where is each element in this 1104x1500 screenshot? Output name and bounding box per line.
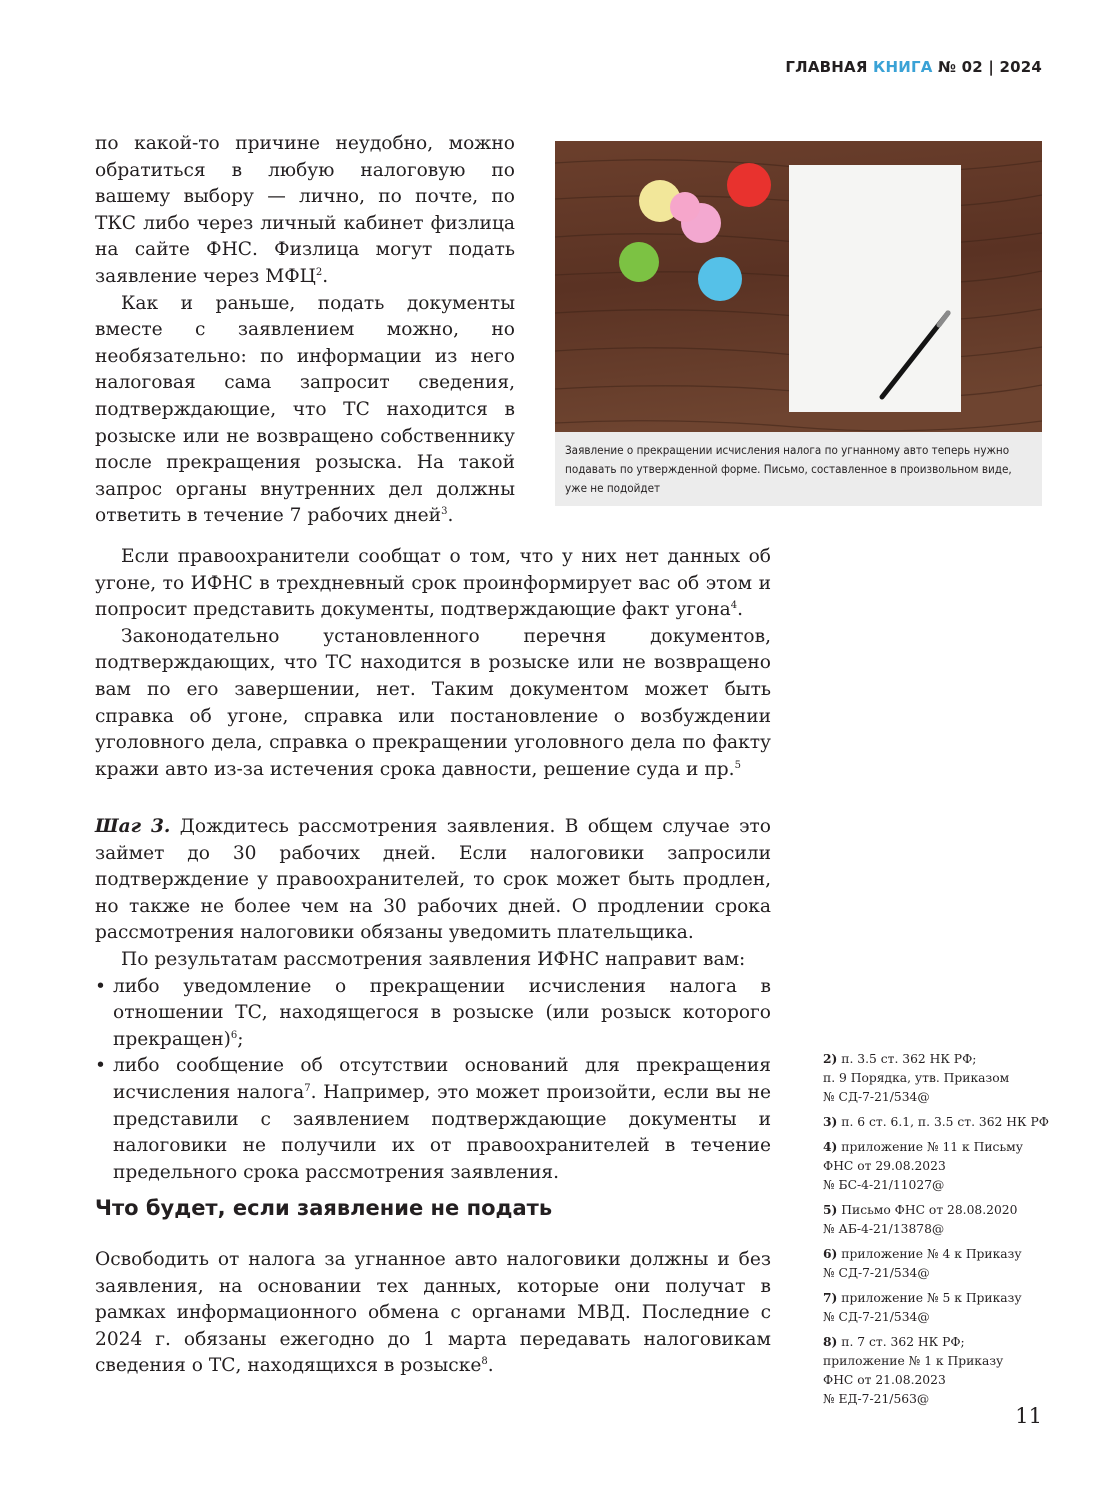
footnotes bbox=[823, 1049, 1053, 1414]
issue-number: № 02 | 2024 bbox=[932, 58, 1042, 76]
figure bbox=[555, 141, 1042, 506]
footnote-ref: 6 bbox=[230, 1029, 238, 1041]
magazine-title: ГЛАВНАЯ bbox=[785, 58, 874, 76]
paragraph: Освободить от налога за угнанное авто налоговики должны и без заявления, на основании тех данных, которые они получат в рамках информационного обмена с органами МВД. Последние с 2024 г. обязаны ежегодно до 1 марта передавать налоговикам сведения о ТС, находящихся в розыске$^8$. bbox=[95, 1249, 771, 1377]
magazine-title-accent: КНИГА bbox=[873, 58, 933, 76]
results-intro: По результатам рассмотрения заявления ИФНС направит вам: bbox=[121, 948, 746, 970]
section-body bbox=[95, 1247, 771, 1380]
section-heading: Что будет, если заявление не подать bbox=[95, 1196, 553, 1220]
footnote-ref: 7 bbox=[304, 1082, 311, 1094]
figure-caption: Заявление о прекращении исчисления налога по угнанному авто теперь нужно подавать по утвержденной форме. Письмо, составленное в произвольном виде, уже не подойдет bbox=[565, 443, 1012, 495]
narrow-column bbox=[95, 131, 515, 530]
step-label: Шаг 3. bbox=[95, 816, 171, 837]
running-header bbox=[785, 58, 1042, 76]
paragraph: Шаг 3. Дождитесь рассмотрения заявления. В общем случае это займет до 30 рабочих дней. Если налоговики запросили подтверждение у правоохранителей, то срок может быть продлен, но также не более чем на 30 рабочих дней. О продлении срока рассмотрения налоговики обязаны уведомить плательщика. bbox=[95, 816, 771, 944]
footnote-ref: 8 bbox=[481, 1356, 488, 1368]
paragraph: Если правоохранители сообщат о том, что у них нет данных об угоне, то ИФНС в трехдневный срок проинформирует вас об этом и попросит представить документы, подтверждающие факт угона$^4$. bbox=[95, 546, 771, 621]
photo-paper-and-pen bbox=[555, 141, 1042, 432]
footnote-item: 7) приложение № 5 к Приказу № СД-7-21/534@ bbox=[823, 1290, 1022, 1324]
footnote-item: 4) приложение № 11 к Письму ФНС от 29.08.2023 № БС-4-21/11027@ bbox=[823, 1139, 1023, 1192]
footnote-item: 2) п. 3.5 ст. 362 НК РФ; п. 9 Порядка, утв. Приказом № СД-7-21/534@ bbox=[823, 1051, 1010, 1104]
footnote-ref: 3 bbox=[441, 506, 448, 518]
results-list bbox=[95, 974, 771, 1187]
paragraph: Как и раньше, подать документы вместе с заявлением можно, но необязательно: по информации из него налоговая сама запросит сведения, подтверждающие, что ТС находится в розыске или не возвращено собственнику после прекращения розыска. На такой запрос органы внутренних дел должны ответить в течение 7 рабочих дней$^3$. bbox=[95, 292, 515, 527]
blank-sheet bbox=[789, 165, 961, 412]
footnote-ref: 4 bbox=[730, 600, 738, 612]
paragraph: по какой-то причине неудобно, можно обратиться в любую налоговую по вашему выбору — лично, по почте, по ТКС либо через личный кабинет физлица на сайте ФНС. Физлица могут подать заявление через МФЦ$^2$. bbox=[95, 133, 515, 287]
footnote-item: 6) приложение № 4 к Приказу № СД-7-21/534@ bbox=[823, 1246, 1022, 1280]
step-3-block bbox=[95, 814, 771, 1186]
footnote-ref: 5 bbox=[734, 759, 741, 771]
footnote-item: 8) п. 7 ст. 362 НК РФ; приложение № 1 к Приказу ФНС от 21.08.2023 № ЕД-7-21/563@ bbox=[823, 1334, 1004, 1406]
footnote-item: 3) п. 6 ст. 6.1, п. 3.5 ст. 362 НК РФ bbox=[823, 1114, 1049, 1129]
list-item: • либо сообщение об отсутствии оснований для прекращения исчисления налога$^7$. Например, это может произойти, если вы не представили с заявлением подтверждающие документы и налоговики не получили их от правоохранителей в течение предельного срока рассмотрения заявления. bbox=[95, 1053, 771, 1186]
body-block-1 bbox=[95, 544, 771, 783]
footnote-ref: 2 bbox=[315, 266, 323, 278]
paragraph: Законодательно установленного перечня документов, подтверждающих, что ТС находится в розыске или не возвращено вам по его завершении, нет. Таким документом может быть справка об угоне, справка или постановление о возбуждении уголовного дела, справка о прекращении уголовного дела по факту кражи авто из-за истечения срока давности, решение суда и пр.$^5$ bbox=[95, 625, 771, 780]
page-number: 11 bbox=[1015, 1404, 1042, 1428]
footnote-item: 5) Письмо ФНС от 28.08.2020 № АБ-4-21/13878@ bbox=[823, 1202, 1018, 1236]
list-item: • либо уведомление о прекращении исчисления налога в отношении ТС, находящегося в розыске (или розыск которого прекращен)$^6$; bbox=[95, 974, 771, 1054]
